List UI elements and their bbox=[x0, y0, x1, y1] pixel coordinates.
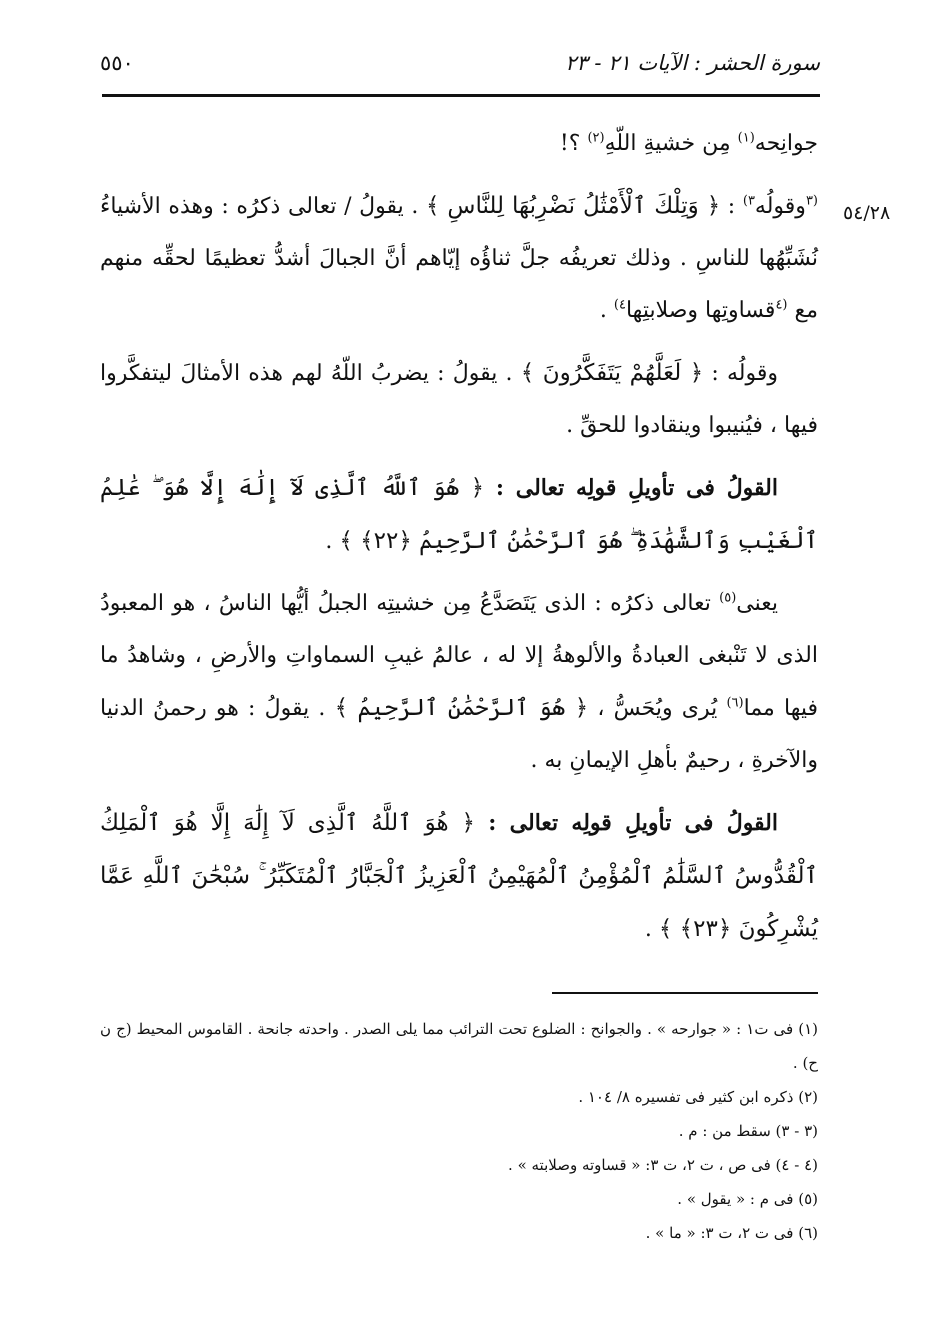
footnote-marker: (٥) bbox=[719, 590, 737, 606]
header-rule bbox=[102, 94, 820, 97]
text: ؟! bbox=[559, 131, 588, 156]
section-heading: القولُ فى تأويلِ قولِه تعالى : bbox=[484, 475, 778, 501]
text: تعالى ذكرُه : الذى يَتَصَدَّعُ مِن خشيتِه الجبلُ أيُّها الناسُ ، هو المعبودُ الذى لا تَنْبغى العبادةُ والألوهةُ إلا له ، عالمُ غيبِ السماواتِ والأرضِ ، وشاهدُ ما فيها مما bbox=[100, 591, 818, 721]
footnote-3: (٣ - ٣) سقط من : م . bbox=[678, 1122, 818, 1140]
section-heading: القولُ فى تأويلِ قولِه تعالى : bbox=[475, 810, 779, 836]
text: . يقولُ / تعالى ذكرُه : وهذه الأشياءُ نُشَبِّهُها للناسِ . وذلك تعريفُه جلَّ ثناؤُه إيّاهم أنَّ الجبالَ أشدُّ تعظيمًا لحقِّه منهم مع bbox=[100, 194, 818, 323]
text: . يقولُ : هو رحمنُ الدنيا والآخرةِ ، رحيمٌ بأهلِ الإيمانِ به . bbox=[100, 696, 818, 773]
quran-quote: ﴿ هُوَ ٱلرَّحْمَٰنُ ٱلرَّحِيمُ ﴾ bbox=[334, 695, 589, 721]
footnotes bbox=[100, 1012, 818, 1250]
quran-verse-23: ﴿ هُوَ ٱللَّهُ ٱلَّذِى لَآ إِلَٰهَ إِلَّا هُوَ ٱلْمَلِكُ ٱلْقُدُّوسُ ٱلسَّلَٰمُ ٱلْمُؤْمِنُ ٱلْمُهَيْمِنُ ٱلْعَزِيزُ ٱلْجَبَّارُ ٱلْمُتَكَبِّرُ ۚ سُبْحَٰنَ ٱللَّهِ عَمَّا يُشْرِكُونَ ﴿٢٣﴾ ﴾ bbox=[100, 810, 818, 942]
footnote-5: (٥) فى م : « يقول » . bbox=[677, 1190, 818, 1208]
main-text bbox=[100, 118, 818, 966]
text: مِن خشيةِ اللّهِ bbox=[604, 131, 738, 156]
text: وقولُه : bbox=[703, 361, 778, 386]
footnote-rule bbox=[552, 992, 818, 994]
quran-quote: ﴿ لَعَلَّهُمْ يَتَفَكَّرُونَ ﴾ bbox=[520, 360, 704, 386]
footnote-marker: (٣ bbox=[805, 193, 818, 209]
paragraph-1 bbox=[100, 118, 818, 170]
paragraph-4 bbox=[100, 462, 818, 568]
footnote-6: (٦) فى ت ٢، ت ٣: « ما » . bbox=[645, 1224, 818, 1242]
text: . يقولُ : يضربُ اللّهُ لهم هذه الأمثالَ ليتفكَّروا فيها ، فيُنيبوا وينقادوا للحقِّ . bbox=[100, 361, 818, 438]
text: : bbox=[720, 194, 743, 219]
text: . bbox=[599, 298, 614, 323]
paragraph-5 bbox=[100, 578, 818, 787]
quran-quote: ﴿ وَتِلْكَ ٱلْأَمْثَٰلُ نَضْرِبُهَا لِلنَّاسِ ﴾ bbox=[425, 193, 721, 219]
text: . bbox=[644, 917, 659, 942]
footnote-marker: (٤ bbox=[775, 297, 788, 313]
footnote-marker: (٦) bbox=[726, 695, 744, 711]
text: يعنى bbox=[736, 591, 778, 616]
running-title: سورة الحشر : الآيات ٢١ - ٢٣ bbox=[565, 51, 820, 75]
paragraph-6 bbox=[100, 797, 818, 956]
paragraph-2 bbox=[100, 180, 818, 337]
footnote-marker: ٤) bbox=[613, 297, 626, 313]
page-number: ٥٥٠ bbox=[100, 51, 134, 75]
text: قساوتِها وصلابتِها bbox=[625, 298, 776, 323]
footnote-marker: ٣) bbox=[742, 193, 755, 209]
text: جوانِحه bbox=[754, 131, 818, 156]
paragraph-3 bbox=[100, 347, 818, 452]
footnote-marker: (٢) bbox=[587, 130, 605, 146]
margin-reference: ٥٤/٢٨ bbox=[843, 202, 891, 224]
quran-verse-22: ﴿ هُوَ ٱللَّهُ ٱلَّذِى لَآ إِلَٰهَ إِلَّا هُوَ ۖ عَٰلِمُ ٱلْغَيْبِ وَٱلشَّهَٰدَةِ ۖ هُوَ ٱلرَّحْمَٰنُ ٱلرَّحِيمُ ﴿٢٢﴾ ﴾ bbox=[100, 475, 818, 554]
text: . bbox=[325, 529, 340, 554]
text: يُرى ويُحَسُّ ، bbox=[588, 696, 727, 721]
footnote-4: (٤ - ٤) فى ص ، ت ٢، ت ٣: « قساوته وصلابته » . bbox=[508, 1156, 818, 1174]
text: وقولُه bbox=[754, 194, 806, 219]
footnote-2: (٢) ذكره ابن كثير فى تفسيره ٨/ ١٠٤ . bbox=[578, 1088, 818, 1106]
footnote-marker: (١) bbox=[737, 130, 755, 146]
page-header bbox=[100, 38, 820, 88]
footnote-1: (١) فى ت١ : « جوارحه » . والجوانح : الضلوع تحت الترائب مما يلى الصدر . واحدته جانحة . القاموس المحيط (ج ن ح) . bbox=[100, 1020, 818, 1072]
